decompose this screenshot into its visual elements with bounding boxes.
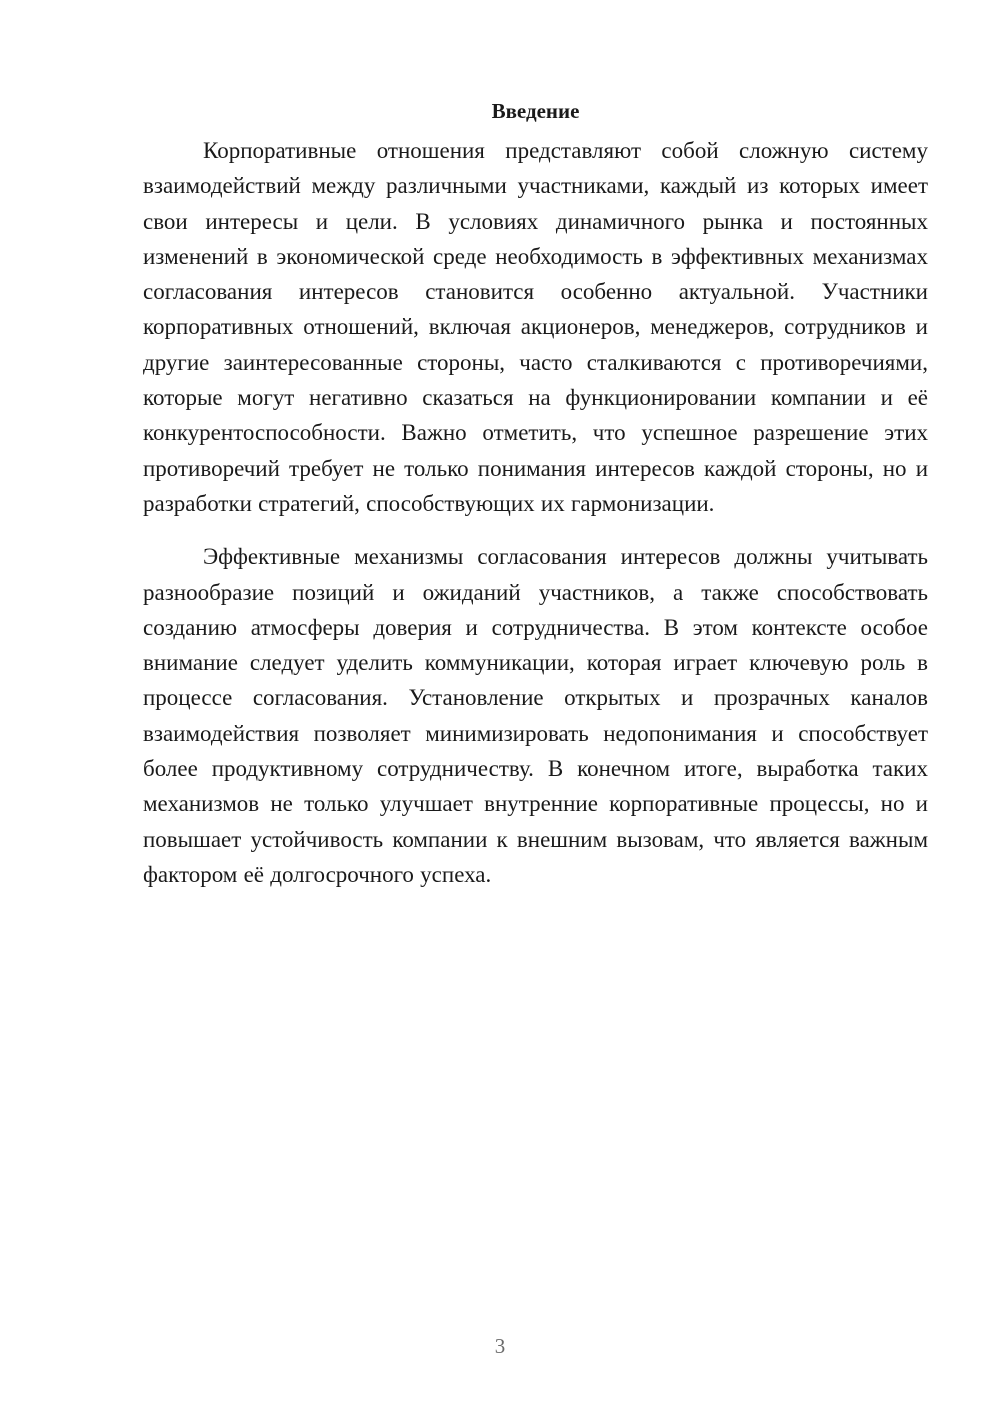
page-content	[143, 96, 928, 892]
paragraph-2: Эффективные механизмы согласования интересов должны учитывать разнообразие позиций и ожиданий участников, а также способствовать созданию атмосферы доверия и сотрудничества. В этом контексте особое внимание следует уделить коммуникации, которая играет ключевую роль в процессе согласования. Установление открытых и прозрачных каналов взаимодействия позволяет минимизировать недопонимания и способствует более продуктивному сотрудничеству. В конечном итоге, выработка таких механизмов не только улучшает внутренние корпоративные процессы, но и повышает устойчивость компании к внешним вызовам, что является важным фактором её долгосрочного успеха.	[143, 544, 928, 887]
section-title: Введение	[491, 99, 580, 123]
paragraph-1: Корпоративные отношения представляют собой сложную систему взаимодействий между различными участниками, каждый из которых имеет свои интересы и цели. В условиях динамичного рынка и постоянных изменений в экономической среде необходимость в эффективных механизмах согласования интересов становится особенно актуальной. Участники корпоративных отношений, включая акционеров, менеджеров, сотрудников и другие заинтересованные стороны, часто сталкиваются с противоречиями, которые могут негативно сказаться на функционировании компании и её конкурентоспособности. Важно отметить, что успешное разрешение этих противоречий требует не только понимания интересов каждой стороны, но и разработки стратегий, способствующих их гармонизации.	[143, 138, 928, 516]
page-number: 3	[494, 1334, 506, 1358]
